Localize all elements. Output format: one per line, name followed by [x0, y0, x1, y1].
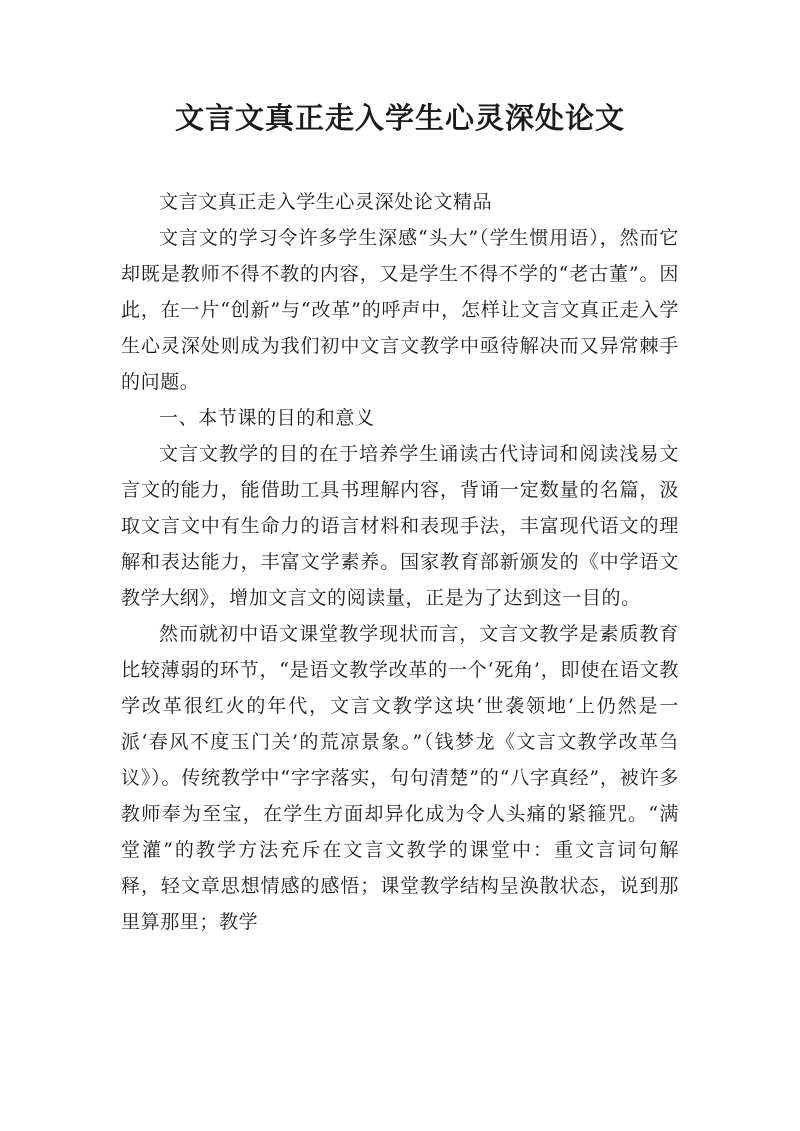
purpose-paragraph: 文言文教学的目的在于培养学生诵读古代诗词和阅读浅易文言文的能力，能借助工具书理解内容，背诵一定数量的名篇，汲取文言文中有生命力的语言材料和表现手法，丰富现代语文的理解和表达能力，丰富文学素养。国家教育部新颁发的《中学语文教学大纲》，增加文言文的阅读量，正是为了达到这一目的。 [121, 443, 679, 609]
section-heading: 一、本节课的目的和意义 [159, 407, 375, 429]
document-title: 文言文真正走入学生心灵深处论文 [174, 101, 625, 135]
status-paragraph: 然而就初中语文课堂教学现状而言，文言文教学是素质教育比较薄弱的环节，“是语文教学改革的一个‘死角’，即使在语文教学改革很红火的年代，文言文教学这块‘世袭领地’上仍然是一派‘春风不度玉门关’的荒凉景象。”（钱梦龙《文言文教学改革刍议》）。传统教学中“字字落实，句句清楚”的“八字真经”，被许多教师奉为至宝，在学生方面却异化成为令人头痛的紧箍咒。“满堂灌”的教学方法充斥在文言文教学的课堂中：重文言词句解释，轻文章思想情感的感悟；课堂教学结构呈涣散状态，说到那里算那里；教学 [121, 623, 679, 933]
subtitle-paragraph: 文言文真正走入学生心灵深处论文精品 [159, 191, 493, 213]
intro-paragraph: 文言文的学习令许多学生深感“头大”（学生惯用语），然而它却既是教师不得不教的内容，又是学生不得不学的“老古董”。因此，在一片“创新”与“改革”的呼声中，怎样让文言文真正走入学生心灵深处则成为我们初中文言文教学中亟待解决而又异常棘手的问题。 [121, 227, 679, 393]
document-body [121, 184, 679, 940]
